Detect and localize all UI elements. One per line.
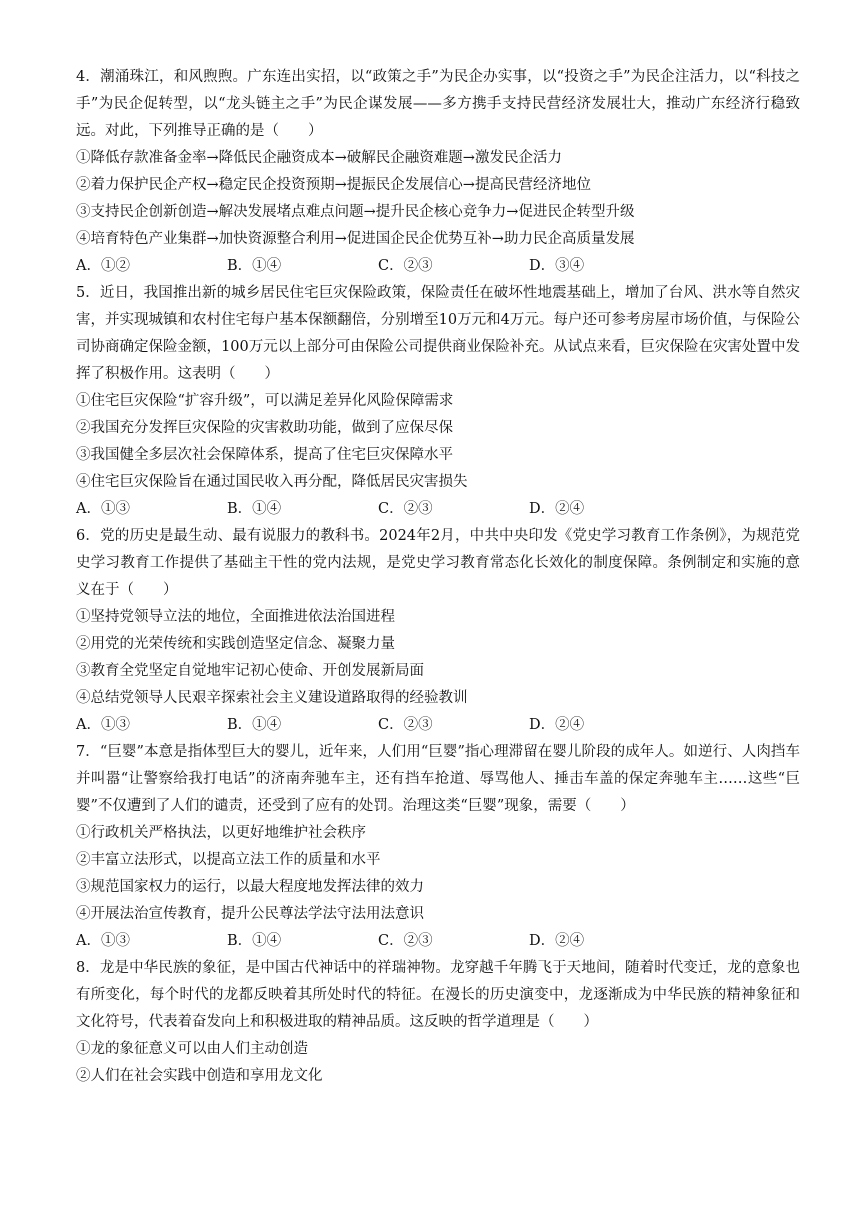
statement-option: ④住宅巨灾保险旨在通过国民收入再分配，降低居民灾害损失 xyxy=(76,474,468,490)
answer-choices xyxy=(76,496,800,523)
choice-d[interactable]: D．②④ xyxy=(529,933,585,949)
statement-option: ④开展法治宣传教育，提升公民尊法学法守法用法意识 xyxy=(76,906,424,922)
statement-option: ②用党的光荣传统和实践创造坚定信念、凝聚力量 xyxy=(76,636,395,652)
choice-b[interactable]: B．①④ xyxy=(227,933,282,949)
statement-option: ②着力保护民企产权→稳定民企投资预期→提振民企发展信心→提高民营经济地位 xyxy=(76,177,591,193)
choice-c[interactable]: C．②③ xyxy=(378,258,433,274)
choice-c[interactable]: C．②③ xyxy=(378,717,433,733)
statement-option: ②我国充分发挥巨灾保险的灾害救助功能，做到了应保尽保 xyxy=(76,420,453,436)
question-6 xyxy=(76,523,800,739)
statement-option: ③我国健全多层次社会保障体系，提高了住宅巨灾保障水平 xyxy=(76,447,453,463)
statement-option: ①坚持党领导立法的地位，全面推进依法治国进程 xyxy=(76,609,395,625)
statement-option: ③教育全党坚定自觉地牢记初心使命、开创发展新局面 xyxy=(76,663,424,679)
choice-c[interactable]: C．②③ xyxy=(378,933,433,949)
choice-b[interactable]: B．①④ xyxy=(227,258,282,274)
statement-option: ①住宅巨灾保险“扩容升级”，可以满足差异化风险保障需求 xyxy=(76,393,454,409)
statement-option: ②人们在社会实践中创造和享用龙文化 xyxy=(76,1068,323,1084)
choice-b[interactable]: B．①④ xyxy=(227,717,282,733)
choice-a[interactable]: A．①③ xyxy=(76,501,130,517)
choice-d[interactable]: D．②④ xyxy=(529,717,585,733)
choice-d[interactable]: D．③④ xyxy=(529,258,585,274)
choice-d[interactable]: D．②④ xyxy=(529,501,585,517)
statement-option: ④总结党领导人民艰辛探索社会主义建设道路取得的经验教训 xyxy=(76,690,468,706)
choice-b[interactable]: B．①④ xyxy=(227,501,282,517)
statement-option: ③规范国家权力的运行，以最大程度地发挥法律的效力 xyxy=(76,879,424,895)
question-4 xyxy=(76,64,800,280)
question-stem: 5．近日，我国推出新的城乡居民住宅巨灾保险政策，保险责任在破坏性地震基础上，增加了台风、洪水等自然灾害，并实现城镇和农村住宅每户基本保额翻倍，分别增至10万元和4万元。每户还可参考房屋市场价值，与保险公司协商确定保险金额，100万元以上部分可由保险公司提供商业保险补充。从试点来看，巨灾保险在灾害处置中发挥了积极作用。这表明（ ） xyxy=(76,285,800,382)
choice-a[interactable]: A．①③ xyxy=(76,717,130,733)
statement-option: ②丰富立法形式，以提高立法工作的质量和水平 xyxy=(76,852,381,868)
statement-option: ①降低存款准备金率→降低民企融资成本→破解民企融资难题→激发民企活力 xyxy=(76,150,562,166)
answer-choices xyxy=(76,928,800,955)
question-5 xyxy=(76,280,800,523)
question-stem: 6．党的历史是最生动、最有说服力的教科书。2024年2月，中共中央印发《党史学习教育工作条例》，为规范党史学习教育工作提供了基础主干性的党内法规，是党史学习教育常态化长效化的制度保障。条例制定和实施的意义在于（ ） xyxy=(76,528,800,598)
statement-option: ①龙的象征意义可以由人们主动创造 xyxy=(76,1041,308,1057)
question-stem: 4．潮涌珠江，和风煦煦。广东连出实招，以“政策之手”为民企办实事，以“投资之手”为民企注活力，以“科技之手”为民企促转型，以“龙头链主之手”为民企谋发展——多方携手支持民营经济发展壮大，推动广东经济行稳致远。对此，下列推导正确的是（ ） xyxy=(76,69,800,139)
choice-a[interactable]: A．①③ xyxy=(76,933,130,949)
statement-option: ①行政机关严格执法，以更好地维护社会秩序 xyxy=(76,825,366,841)
answer-choices xyxy=(76,712,800,739)
answer-choices xyxy=(76,253,800,280)
statement-option: ③支持民企创新创造→解决发展堵点难点问题→提升民企核心竞争力→促进民企转型升级 xyxy=(76,204,635,220)
question-stem: 8．龙是中华民族的象征，是中国古代神话中的祥瑞神物。龙穿越千年腾飞于天地间，随着时代变迁，龙的意象也有所变化，每个时代的龙都反映着其所处时代的特征。在漫长的历史演变中，龙逐渐成为中华民族的精神象征和文化符号，代表着奋发向上和积极进取的精神品质。这反映的哲学道理是（ ） xyxy=(76,960,800,1030)
choice-c[interactable]: C．②③ xyxy=(378,501,433,517)
question-stem: 7．“巨婴”本意是指体型巨大的婴儿，近年来，人们用“巨婴”指心理滞留在婴儿阶段的成年人。如逆行、人肉挡车并叫嚣“让警察给我打电话”的济南奔驰车主，还有挡车抢道、辱骂他人、捶击车盖的保定奔驰车主……这些“巨婴”不仅遭到了人们的谴责，还受到了应有的处罚。治理这类“巨婴”现象，需要（ ） xyxy=(76,744,801,814)
question-8 xyxy=(76,955,800,1090)
choice-a[interactable]: A．①② xyxy=(76,258,130,274)
question-7 xyxy=(76,739,800,955)
statement-option: ④培育特色产业集群→加快资源整合利用→促进国企民企优势互补→助力民企高质量发展 xyxy=(76,231,635,247)
